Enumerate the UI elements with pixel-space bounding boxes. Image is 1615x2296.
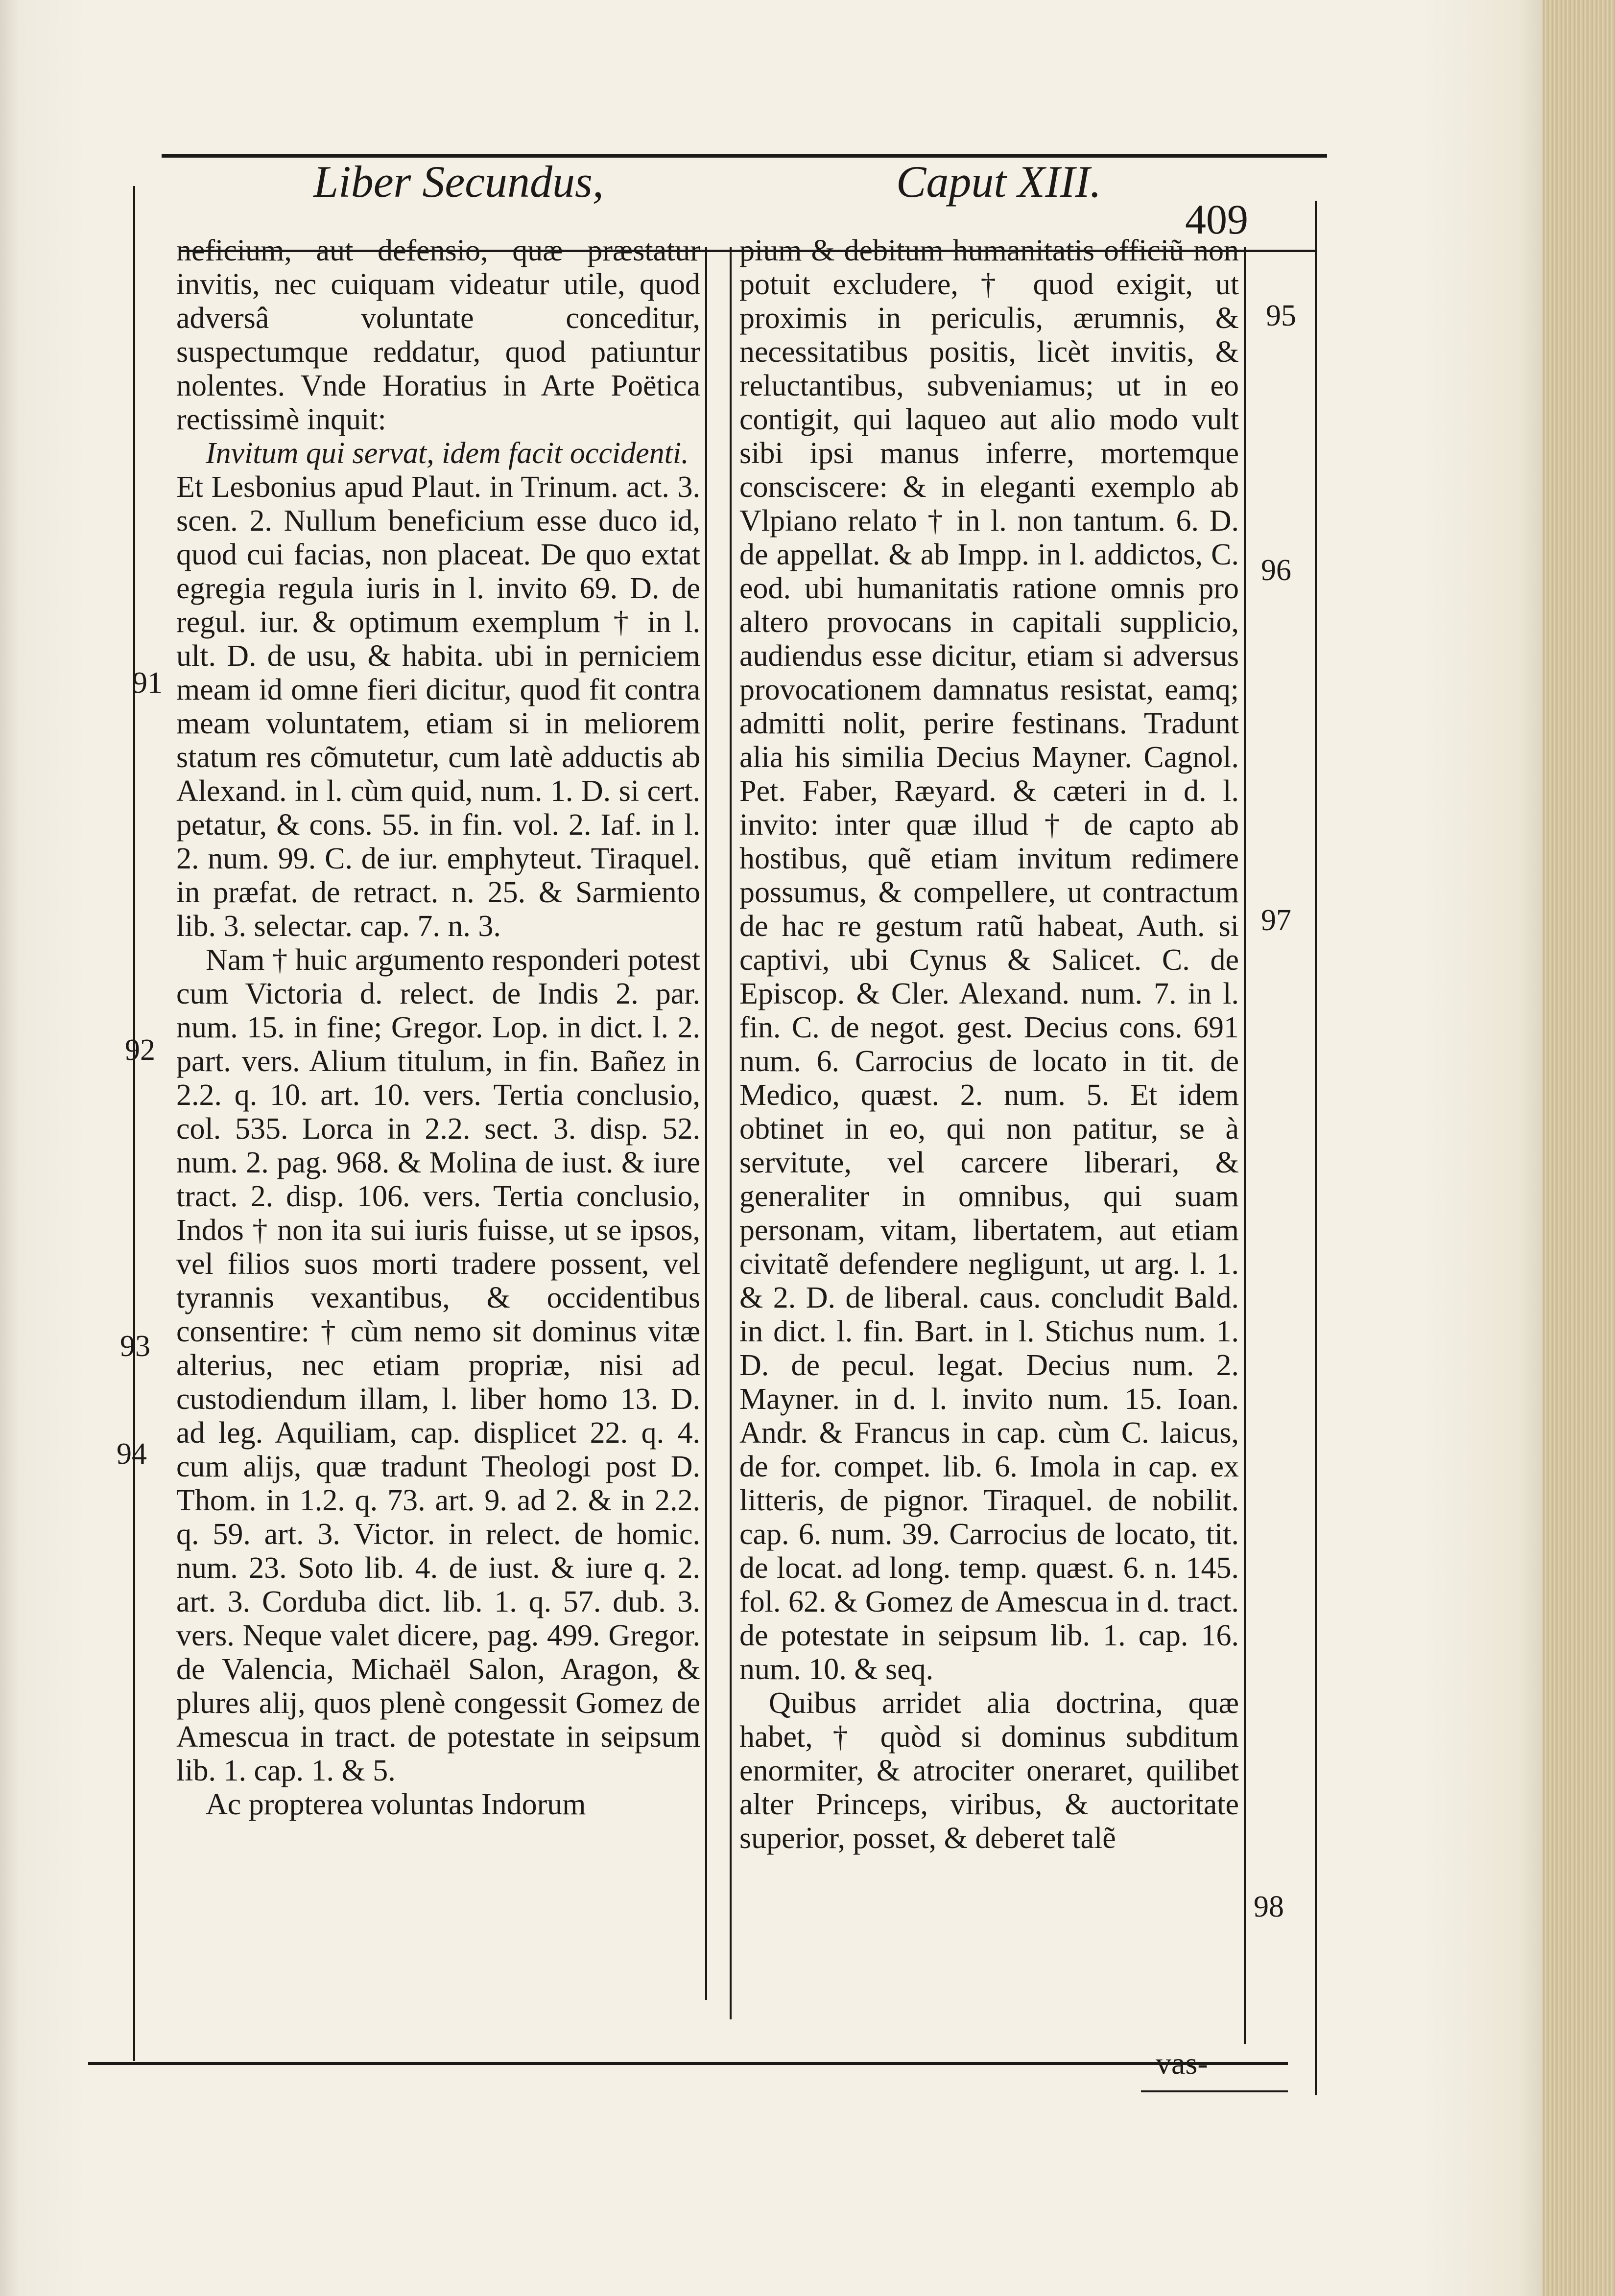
margin-number: 97 [1261,904,1291,937]
quotation: Invitum qui servat, idem facit occidenti. [206,437,689,470]
bottom-rule [88,2062,1288,2065]
margin-number: 93 [120,1330,150,1363]
column-divider-left [705,247,707,2000]
paragraph: pium & debitum humanitatis officiũ non potuit excludere, † quod exigit, ut proximis in periculis, ærumnis, & necessitatibus positis, licèt invitis, & reluctantibus, subveniamus; ut in eo contigit, qui laqueo aut alio modo vult sibi ipsi manus inferre, mortemque consciscere: & in eleganti exemplo ab Vlpiano relato † in l. non tantum. 6. D. de appellat. & ab Impp. in l. addictos, C. eod. ubi humanitatis ratione omnis pro altero provocans in capitali supplicio, audiendus esse dicitur, etiam si adversus provocationem damnatus resistat, eamq; admitti nolit, perire festinans. Tradunt alia his similia Decius Mayner. Cagnol. Pet. Faber, Ræyard. & cæteri in d. l. invito: inter quæ illud † de capto ab hostibus, quẽ etiam invitum redimere possumus, & compellere, ut contractum de hac re gestum ratũ habeat, Auth. si captivi, ubi Cynus & Salicet. C. de Episcop. & Cler. Alexand. num. 7. in l. fin. C. de negot. gest. Decius cons. 691 num. 6. Carrocius de locato in tit. de Medico, quæst. 2. num. 5. Et idem obtinet in eo, qui non patitur, se à servitute, vel carcere liberari, & generaliter in omnibus, qui suam personam, vitam, libertatem, aut etiam civitatẽ defendere negligunt, ut arg. l. 1. & 2. D. de liberal. caus. concludit Bald. in dict. l. fin. Bart. in l. Stichus num. 1. D. de pecul. legat. Decius num. 2. Mayner. in d. l. invito num. 15. Ioan. Andr. & Francus in cap. cùm C. laicus, de for. compet. lib. 6. Imola in cap. ex litteris, de pignor. Tiraquel. de nobilit. cap. 6. num. 39. Carrocius de locato, tit. de locat. ad long. temp. quæst. 6. n. 145. fol. 62. & Gomez de Amescua in d. tract. de potestate in seipsum lib. 1. cap. 16. num. 10. & seq. [739,234,1239,1686]
paragraph: neficium, aut defensio, quæ præstatur invitis, nec cuiquam videatur utile, quod adversâ voluntate conceditur, suspectumque reddatur, quod patiuntur nolentes. Vnde Horatius in Arte Poëtica rectissimè inquit: [176,234,700,436]
catchword: vas- [1156,2046,1208,2081]
running-head-left: Liber Secundus, [313,157,604,207]
left-frame [133,186,135,2061]
margin-number: 92 [125,1033,155,1067]
margin-number: 95 [1266,299,1296,332]
right-column-rule [1244,247,1246,2044]
running-head-right: Caput XIII. [896,157,1102,207]
paragraph: Nam † huic argumento responderi potest cum Victoria d. relect. de Indis 2. par. num. 15. in fine; Gregor. Lop. in dict. l. 2. part. vers. Alium titulum, in fin. Bañez in 2.2. q. 10. art. 10. vers. Tertia conclusio, col. 535. Lorca in 2.2. sect. 3. disp. 52. num. 2. pag. 968. & Molina de iust. & iure tract. 2. disp. 106. vers. Tertia conclusio, Indos † non ita sui iuris fuisse, ut se ipsos, vel filios suos morti tradere possent, vel tyrannis vexantibus, & occidentibus consentire: † cùm nemo sit dominus vitæ alterius, nec etiam propriæ, nisi ad custodiendum illam, l. liber homo 13. D. ad leg. Aquiliam, cap. displicet 22. q. 4. cum alijs, quæ tradunt Theologi post D. Thom. in 1.2. q. 73. art. 9. ad 2. & in 2.2. q. 59. art. 3. Victor. in relect. de homic. num. 23. Soto lib. 4. de iust. & iure q. 2. art. 3. Corduba dict. lib. 1. q. 57. dub. 3. vers. Neque valet dicere, pag. 499. Gregor. de Valencia, Michaël Salon, Aragon, & plures alij, quos plenè congessit Gomez de Amescua in tract. de potestate in seipsum lib. 1. cap. 1. & 5. [176,943,700,1787]
margin-number: 96 [1261,554,1291,587]
page-number: 409 [1185,196,1248,243]
right-frame [1315,201,1317,2095]
left-column [176,234,700,2021]
margin-number: 91 [132,666,163,700]
right-column [739,234,1239,2021]
paragraph: Et Lesbonius apud Plaut. in Trinum. act. 3. scen. 2. Nullum beneficium esse duco id, quod cui facias, non placeat. De quo extat egregia regula iuris in l. invito 69. D. de regul. iur. & optimum exemplum † in l. ult. D. de usu, & habita. ubi in perniciem meam id omne fieri dicitur, quod fit contra meam voluntatem, etiam si in meliorem statum res cõmutetur, cum latè adductis ab Alexand. in l. cùm quid, num. 1. D. si cert. petatur, & cons. 55. in fin. vol. 2. Iaf. in l. 2. num. 99. C. de iur. emphyteut. Tiraquel. in præfat. de retract. n. 25. & Sarmiento lib. 3. selectar. cap. 7. n. 3. [176,470,700,943]
margin-number: 94 [117,1437,147,1471]
column-divider-right [730,247,732,2019]
foot-rule [1141,2090,1288,2092]
page-edge [1543,0,1615,2296]
paragraph: Quibus arridet alia doctrina, quæ habet, † quòd si dominus subditum enormiter, & atrociter oneraret, quilibet alter Princeps, viribus, & auctoritate superior, posset, & deberet talẽ [739,1687,1239,1855]
margin-number: 98 [1254,1890,1284,1923]
paragraph: Ac propterea voluntas Indorum [206,1788,586,1821]
